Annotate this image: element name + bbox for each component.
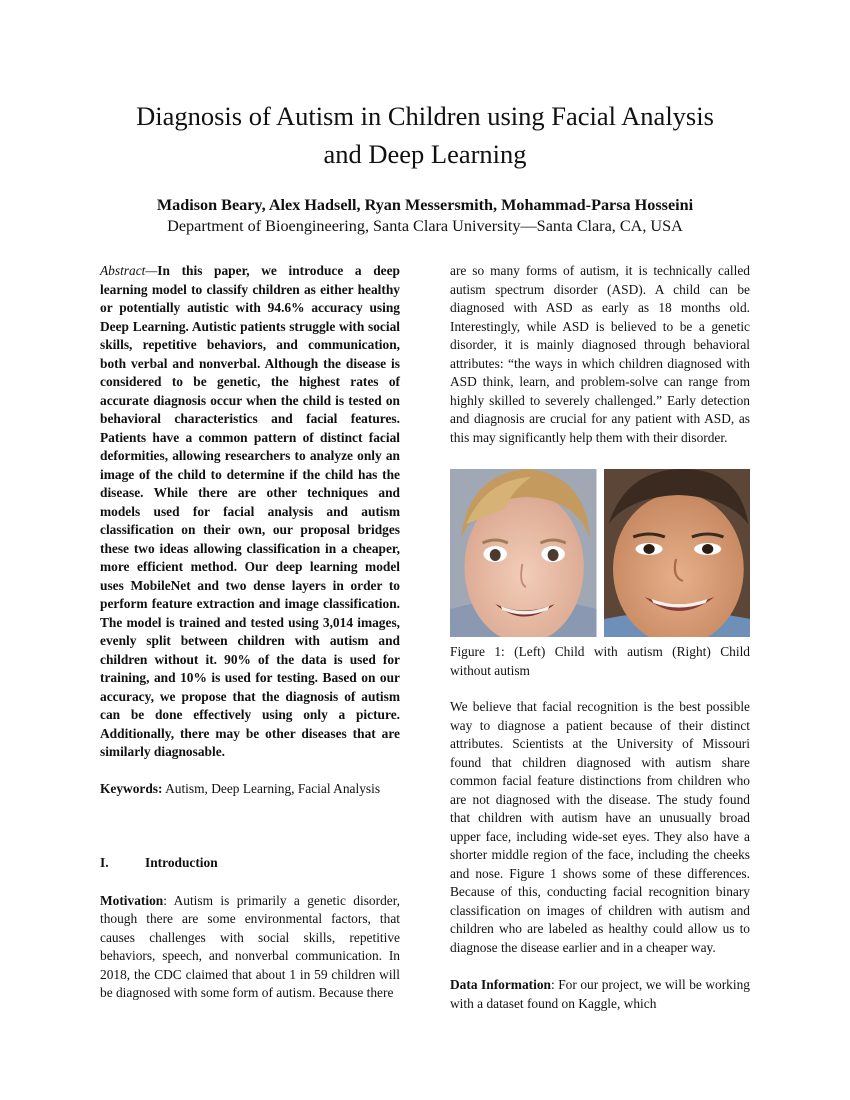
face-right-illustration — [604, 469, 751, 637]
motivation-paragraph — [100, 892, 400, 1003]
abstract-text: In this paper, we introduce a deep learning model to classify children as either healthy or potentially autistic with 94.6% accuracy using Deep Learning. Autistic patients struggle with social skills, repetitive behaviors, and communication, both verbal and nonverbal. Although the disease is considered to be genetic, the highest rates of accurate diagnosis occur when the child is tested on behavioral characteristics and facial features. Patients have a common pattern of distinct facial deformities, allowing researchers to analyze only an image of the child to determine if the child has the disease. While there are other techniques and models used for facial analysis and autism classification on their own, our proposal bridges these two ideas allowing classification in a cheaper, more efficient method. Our deep learning model uses MobileNet and two dense layers in order to perform feature extraction and image classification. The model is trained and tested using 3,014 images, evenly split between children with autism and children without it. 90% of the data is used for training, and 10% is used for testing. Based on our accuracy, we propose that the diagnosis of autism can be done effectively using only a picture. Additionally, there may be other diseases that are similarly diagnosable. — [100, 263, 400, 759]
intro-continued-paragraph: are so many forms of autism, it is technically called autism spectrum disorder (ASD). A child can be diagnosed with ASD as early as 18 months old. Interestingly, while ASD is believed to be a genetic disorder, it is mainly diagnosed through behavioral attributes: “the ways in which children diagnosed with ASD think, learn, and problem-solve can range from highly skilled to severely challenged.” Early detection and diagnosis are crucial for any patient with ASD, as this may significantly help them with their disorder. — [450, 263, 750, 445]
data-information-paragraph — [450, 976, 750, 1013]
motivation-label: Motivation — [100, 892, 164, 908]
keywords-label: Keywords: — [100, 780, 163, 796]
title-line-1: Diagnosis of Autism in Children using Facial Analysis — [136, 101, 714, 131]
abstract — [100, 262, 400, 762]
face-left-illustration — [450, 469, 597, 637]
paper-title — [60, 97, 790, 173]
keywords — [100, 780, 400, 799]
abstract-label: Abstract— — [100, 263, 158, 278]
author-list: Madison Beary, Alex Hadsell, Ryan Messersmith, Mohammad-Parsa Hosseini — [156, 196, 694, 214]
left-column — [100, 262, 400, 1003]
child-with-autism-photo — [450, 469, 597, 637]
data-information-label: Data Information — [450, 977, 551, 992]
section-title: Introduction — [145, 855, 218, 870]
child-without-autism-photo — [604, 469, 751, 637]
data-information-text: : For our project, we will be working with a dataset found on Kaggle, which — [450, 977, 750, 1011]
right-column — [450, 262, 750, 1013]
section-heading-introduction — [100, 854, 400, 873]
motivation-text: : Autism is primarily a genetic disorder, though there are some environmental factors, that causes challenges with social skills, repetitive behaviors, speech, and nonverbal communication. In 2018, the CDC claimed that about 1 in 59 children will be diagnosed with some form of autism. Because there — [100, 892, 400, 1000]
facial-recognition-paragraph: We believe that facial recognition is the best possible way to diagnose a patient because of their distinct attributes. Scientists at the University of Missouri found that children diagnosed with autism share common facial feature distinctions from children who are not diagnosed with the disease. The study found that children with autism have an unusually broad upper face, including wide-set eyes. They also have a shorter middle region of the face, including the cheeks and nose. Figure 1 shows some of these differences. Because of this, conducting facial recognition binary classification on images of children with autism and children who are labeled as healthy could allow us to diagnose the disease earlier and in a cheaper way. — [450, 699, 750, 955]
figure-1 — [450, 469, 750, 637]
keywords-text: Autism, Deep Learning, Facial Analysis — [162, 780, 381, 796]
figure-1-caption: Figure 1: (Left) Child with autism (Right) Child without autism — [450, 644, 750, 678]
section-number: I. — [100, 855, 109, 870]
affiliation: Department of Bioengineering, Santa Clara University—Santa Clara, CA, USA — [167, 217, 683, 235]
title-line-2: and Deep Learning — [323, 139, 527, 169]
